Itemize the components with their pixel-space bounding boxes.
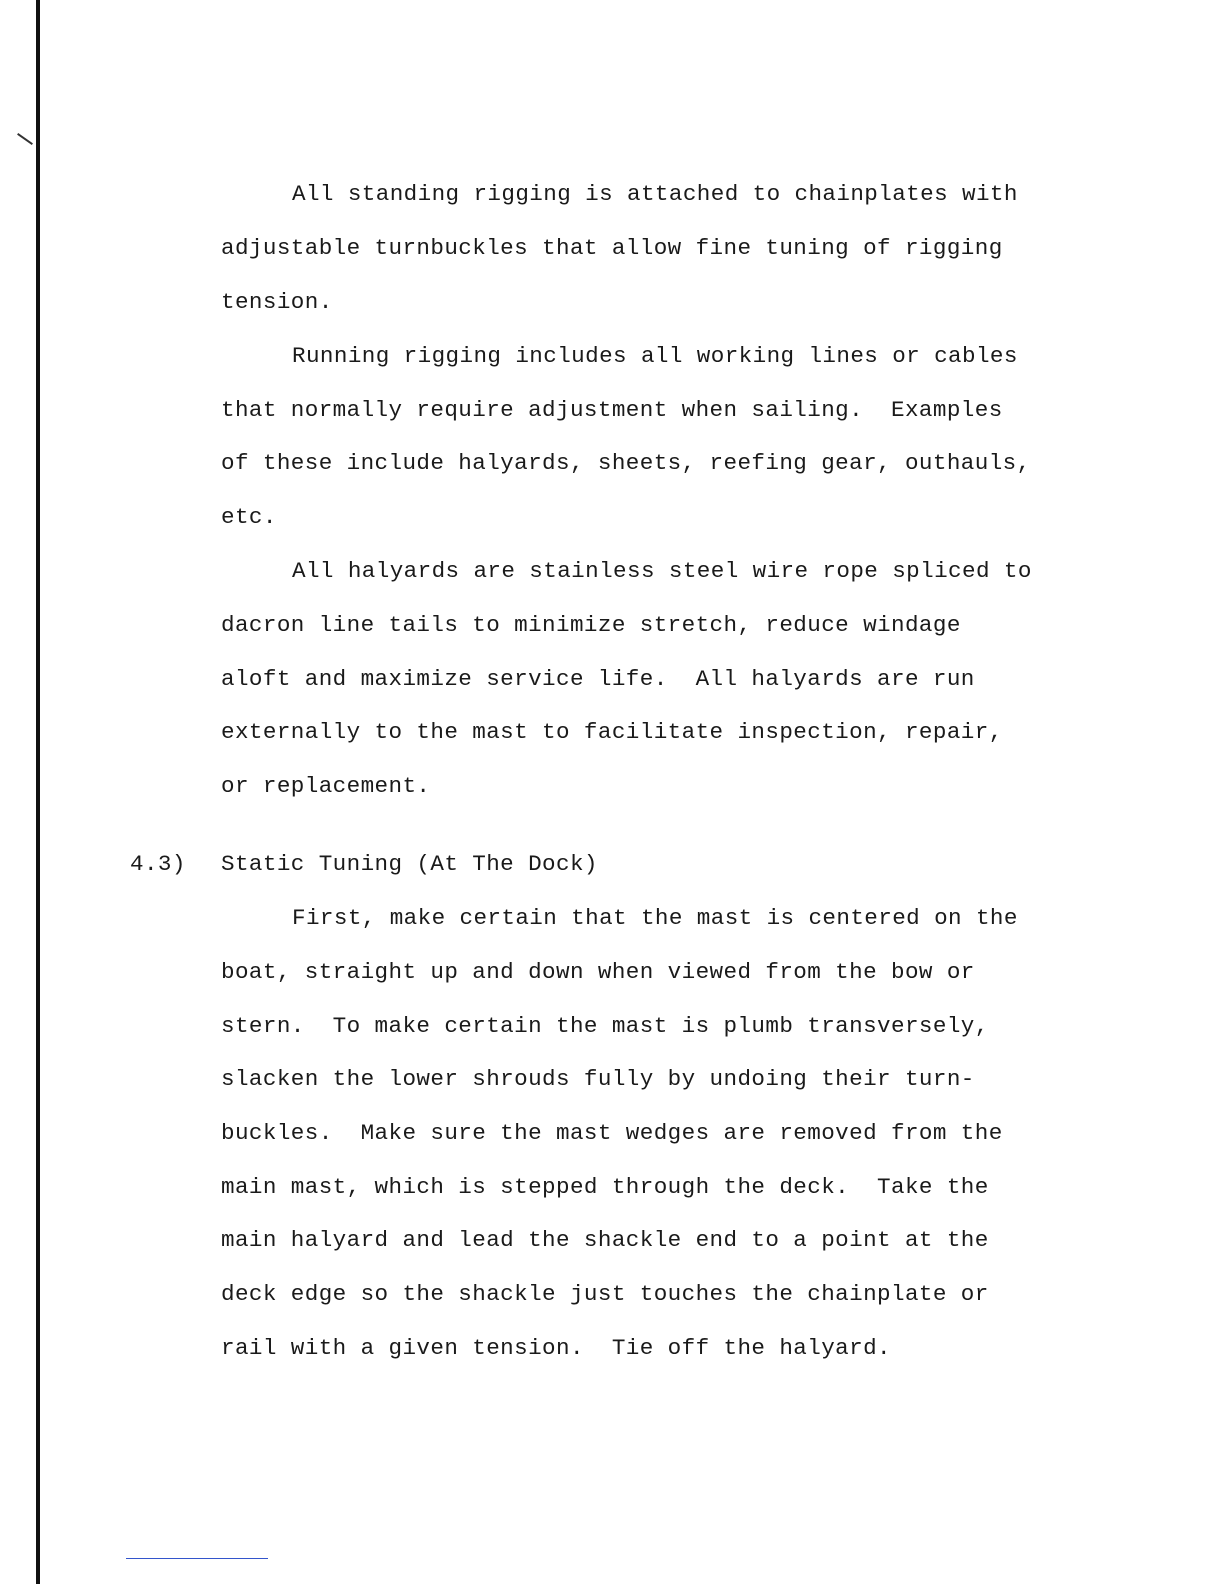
text-line: Running rigging includes all working lines or cables — [292, 343, 1018, 369]
text-line: deck edge so the shackle just touches the chainplate or — [221, 1281, 989, 1307]
text-line: slacken the lower shrouds fully by undoing their turn- — [221, 1066, 975, 1092]
text-line: aloft and maximize service life. All halyards are run — [221, 666, 975, 692]
text-line: or replacement. — [221, 773, 431, 799]
footnote-rule — [126, 1558, 268, 1559]
text-line: main halyard and lead the shackle end to a point at the — [221, 1227, 989, 1253]
scan-mark — [17, 133, 33, 145]
text-line: rail with a given tension. Tie off the halyard. — [221, 1335, 892, 1361]
section-number: 4.3) — [130, 851, 186, 877]
text-line: All halyards are stainless steel wire rope spliced to — [292, 558, 1032, 584]
text-line: adjustable turnbuckles that allow fine tuning of rigging — [221, 235, 1003, 261]
text-line: First, make certain that the mast is centered on the — [292, 905, 1018, 931]
text-line: main mast, which is stepped through the deck. Take the — [221, 1174, 989, 1200]
text-line: stern. To make certain the mast is plumb transversely, — [221, 1013, 989, 1039]
text-line: that normally require adjustment when sailing. Examples — [221, 397, 1003, 423]
text-line: All standing rigging is attached to chainplates with — [292, 181, 1018, 207]
text-line: dacron line tails to minimize stretch, reduce windage — [221, 612, 961, 638]
section-title: Static Tuning (At The Dock) — [221, 851, 598, 877]
binding-edge — [36, 0, 40, 1584]
text-line: boat, straight up and down when viewed from the bow or — [221, 959, 975, 985]
text-line: etc. — [221, 504, 277, 530]
text-line: buckles. Make sure the mast wedges are removed from the — [221, 1120, 1003, 1146]
text-line: of these include halyards, sheets, reefing gear, outhauls, — [221, 450, 1031, 476]
text-line: tension. — [221, 289, 333, 315]
text-line: externally to the mast to facilitate inspection, repair, — [221, 719, 1003, 745]
